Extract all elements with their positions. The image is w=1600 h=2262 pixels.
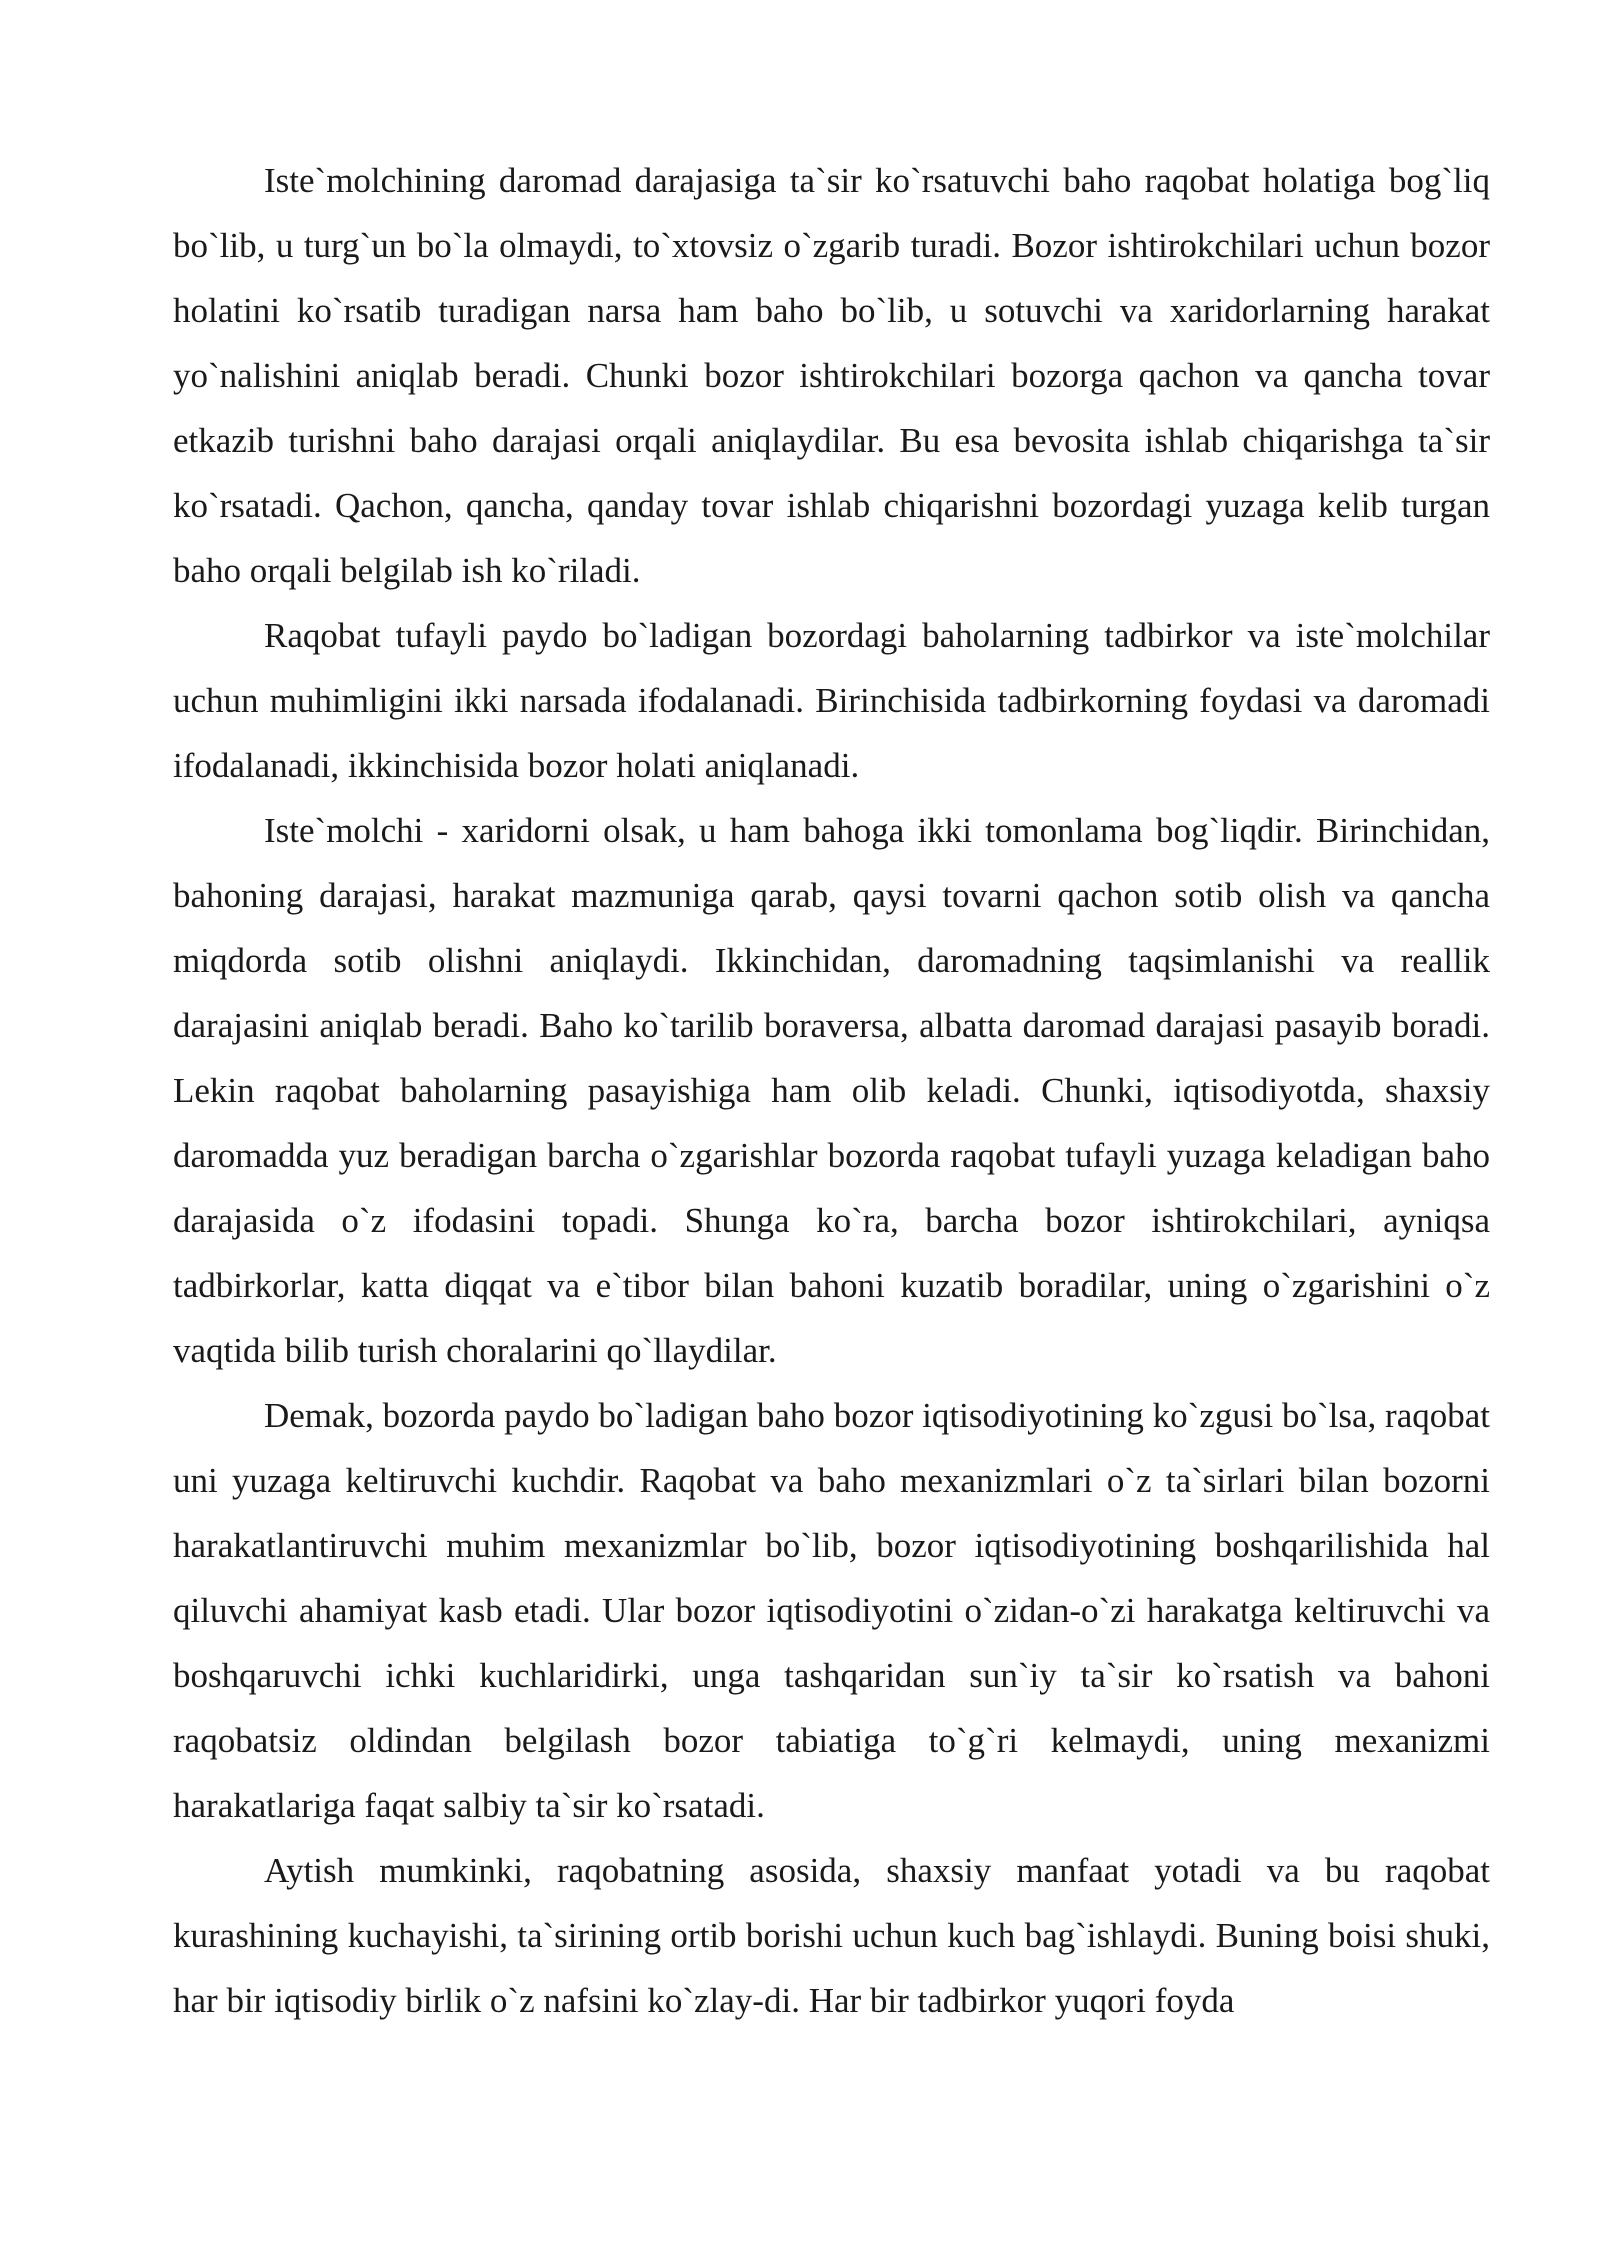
paragraph-3: Iste`molchi - xaridorni olsak, u ham bahoga ikki tomonlama bog`liqdir. Birinchidan, bahoning darajasi, harakat mazmuniga qarab, qaysi tovarni qachon sotib olish va qancha miqdorda sotib olishni aniqlaydi. Ikkinchidan, daromadning taqsimlanishi va reallik darajasini aniqlab beradi. Baho ko`tarilib boraversa, albatta daromad darajasi pasayib boradi. Lekin raqobat baholarning pasayishiga ham olib keladi. Chunki, iqtisodiyotda, shaxsiy daromadda yuz beradigan barcha o`zgarishlar bozorda raqobat tufayli yuzaga keladigan baho darajasida o`z ifodasini topadi. Shunga ko`ra, barcha bozor ishtirokchilari, ayniqsa tadbirkorlar, katta diqqat va e`tibor bilan bahoni kuzatib boradilar, uning o`zgarishini o`z vaqtida bilib turish choralarini qo`llaydilar. [173, 811, 1490, 1370]
document-body [173, 148, 1490, 2033]
paragraph-1: Iste`molchining daromad darajasiga ta`sir ko`rsatuvchi baho raqobat holatiga bog`liq bo`lib, u turg`un bo`la olmaydi, to`xtovsiz o`zgarib turadi. Bozor ishtirokchilari uchun bozor holatini ko`rsatib turadigan narsa ham baho bo`lib, u sotuvchi va xaridorlarning harakat yo`nalishini aniqlab beradi. Chunki bozor ishtirokchilari bozorga qachon va qancha tovar etkazib turishni baho darajasi orqali aniqlaydilar. Bu esa bevosita ishlab chiqarishga ta`sir ko`rsatadi. Qachon, qancha, qanday tovar ishlab chiqarishni bozordagi yuzaga kelib turgan baho orqali belgilab ish ko`riladi. [173, 161, 1490, 590]
paragraph-2: Raqobat tufayli paydo bo`ladigan bozordagi baholarning tadbirkor va iste`molchilar uchun muhimligini ikki narsada ifodalanadi. Birinchisida tadbirkorning foydasi va daromadi ifodalanadi, ikkinchisida bozor holati aniqlanadi. [173, 616, 1490, 785]
paragraph-4: Demak, bozorda paydo bo`ladigan baho bozor iqtisodiyotining ko`zgusi bo`lsa, raqobat uni yuzaga keltiruvchi kuchdir. Raqobat va baho mexanizmlari o`z ta`sirlari bilan bozorni harakatlantiruvchi muhim mexanizmlar bo`lib, bozor iqtisodiyotining boshqarilishida hal qiluvchi ahamiyat kasb etadi. Ular bozor iqtisodiyotini o`zidan-o`zi harakatga keltiruvchi va boshqaruvchi ichki kuchlaridirki, unga tashqaridan sun`iy ta`sir ko`rsatish va bahoni raqobatsiz oldindan belgilash bozor tabiatiga to`g`ri kelmaydi, uning mexanizmi harakatlariga faqat salbiy ta`sir ko`rsatadi. [173, 1396, 1490, 1825]
paragraph-5: Aytish mumkinki, raqobatning asosida, shaxsiy manfaat yotadi va bu raqobat kurashining kuchayishi, ta`sirining ortib borishi uchun kuch bag`ishlaydi. Buning boisi shuki, har bir iqtisodiy birlik o`z nafsini ko`zlay-di. Har bir tadbirkor yuqori foyda [173, 1851, 1490, 2020]
